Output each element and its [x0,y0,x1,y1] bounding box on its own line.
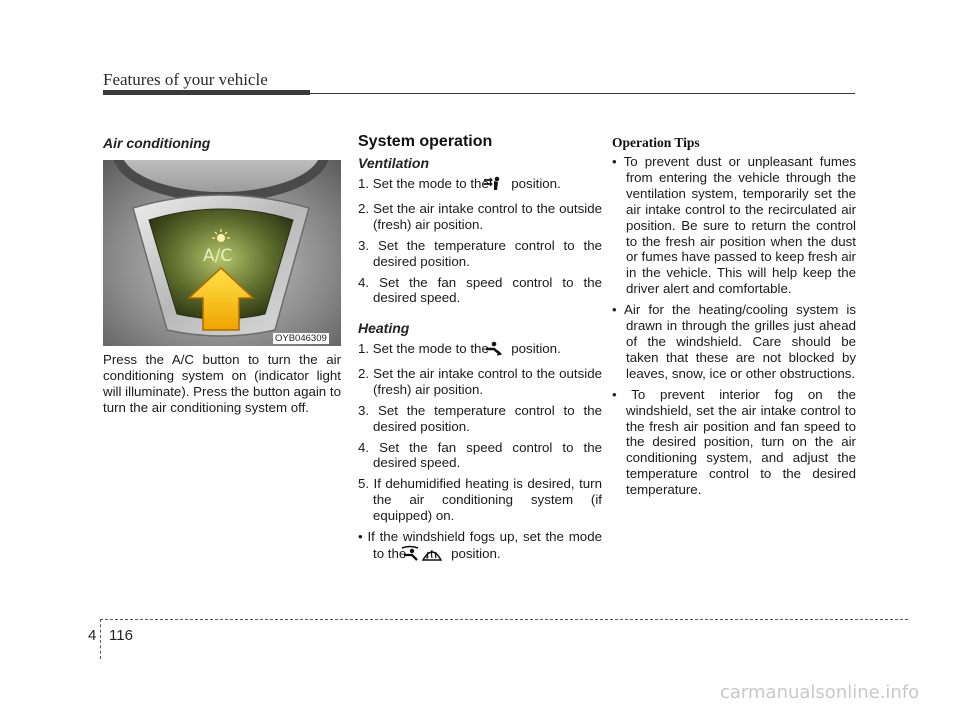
ventilation-step-1 [358,176,602,196]
system-operation-heading: System operation [358,133,493,150]
floor-defrost-icon [414,545,421,566]
ventilation-steps [358,176,602,311]
operation-tip-3: • To prevent interior fog on the windshield, set the air intake control to the fresh air position and fan speed to the desired position, turn on the air conditioning system, and adjust the temperature control to the desired temperature. [612,386,856,498]
heating-step-5: 5. If dehumidified heating is desired, turn the air conditioning system (if equipped) on. [358,476,602,524]
operation-tips-list [612,154,856,503]
windshield-defrost-icon [436,545,443,566]
ventilation-step-3: 3. Set the temperature control to the desired position. [358,237,602,269]
ventilation-heading: Ventilation [358,155,430,171]
heating-step-1 [358,341,602,361]
page-header-title: Features of your vehicle [103,70,268,89]
heating-step-1-text: 1. Set the mode to the [358,341,489,356]
watermark: carmanualsonline.info [720,682,920,703]
heating-step-1-suffix: position. [511,341,561,356]
operation-tip-1: • To prevent dust or unpleasant fumes from entering the vehicle through the ventilation system, temporarily set the air intake control to the recirculated air position. Be sure to return the control to the fresh air position when the dust or fumes have passed to keep fresh air in the vehicle. This will help keep the driver alert and comfortable. [612,154,856,297]
heating-bullet-suffix: position. [451,545,501,561]
ventilation-step-1-text: 1. Set the mode to the [358,176,489,191]
operation-tip-2: • Air for the heating/cooling system is drawn in through the grilles just ahead of the windshield. Care should be taken that these are not blocked by leaves, snow, ice or other obstructions. [612,302,856,381]
heating-step-2: 2. Set the air intake control to the outside (fresh) air position. [358,365,602,397]
chapter-number: 4 [88,627,97,644]
heating-heading: Heating [358,320,410,336]
page-number: 116 [109,627,133,644]
heating-bullet-comma: , [424,545,429,561]
ac-button-figure [103,160,341,346]
ac-button-label: A/C [203,246,233,266]
footer-divider [100,619,908,620]
heating-windshield-bullet [358,529,602,566]
ventilation-step-4: 4. Set the fan speed control to the desired speed. [358,274,602,306]
ventilation-step-2: 2. Set the air intake control to the outside (fresh) air position. [358,200,602,232]
figure-code: OYB046309 [275,333,327,344]
header-rule-thick [103,90,310,95]
face-vent-icon [497,176,504,196]
floor-vent-icon [497,341,504,361]
heating-step-3: 3. Set the temperature control to the desired position. [358,402,602,434]
heating-step-4: 4. Set the fan speed control to the desired speed. [358,439,602,471]
ventilation-step-1-suffix: position. [511,176,561,191]
operation-tips-heading: Operation Tips [612,135,700,150]
header-rule-thin [310,93,855,94]
heating-bullet-text: • If the windshield fogs up, set the mode to the [358,529,602,561]
air-conditioning-paragraph: Press the A/C button to turn the air conditioning system on (indicator light will illuminate). Press the button again to turn the air conditioning system off. [103,352,341,415]
air-conditioning-heading: Air conditioning [103,135,211,151]
footer-vertical-divider [100,619,101,659]
heating-steps [358,341,602,571]
